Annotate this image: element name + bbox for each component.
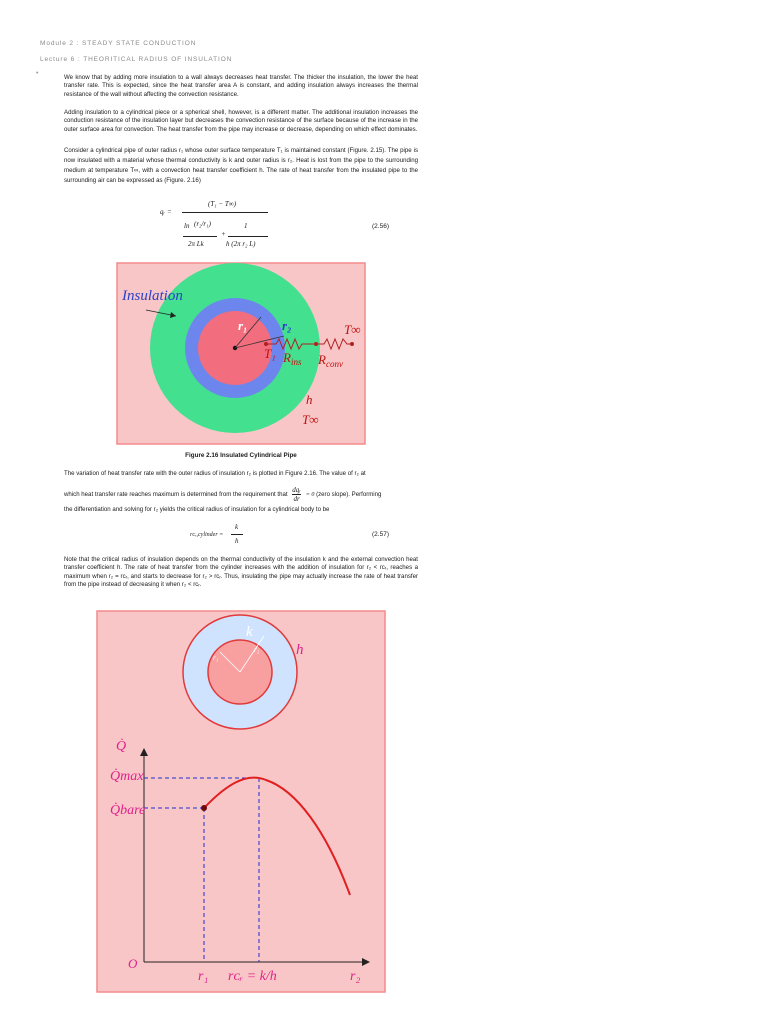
small-r1-label: r₁ (213, 654, 219, 662)
rconv-label: $R_{conv}$ (318, 352, 343, 369)
rcr-h: h (235, 537, 239, 545)
r2-label: r₂ (282, 318, 292, 333)
tinf-label-bottom: T∞ (302, 412, 319, 427)
paragraph-4-line-3: the differentiation and solving for r₂ yields the critical radius of insulation for a cylindrical body to be (64, 506, 330, 513)
paragraph-3: Consider a cylindrical pipe of outer radius r₁ whose outer surface temperature T₁ is maintained constant (Figure. 2.15). The pipe is now insulated with a material whose thermal conductivity is k and outer radius is r₂. Heat is lost from the pipe to the surrounding medium at temperature T∞, with a convection heat transfer coefficient h. The rate of heat transfer from the insulated pipe to the surrounding air can be expressed as (Figure. 2.16) (64, 147, 418, 184)
eq-lhs: qᵣ = (160, 208, 172, 216)
eq-plus: + (221, 230, 226, 238)
eq-sub-bar-2 (228, 236, 268, 237)
node-mid (314, 342, 318, 346)
eq-ln: ln (184, 222, 190, 230)
lecture-header: Lecture 6 : THEORITICAL RADIUS OF INSULATION (40, 56, 233, 63)
dq-dr-fraction (292, 486, 301, 503)
rcr-k: k (235, 523, 239, 531)
node-tinf (350, 342, 354, 346)
y-axis-label: Q̇ (116, 739, 127, 754)
dq-numerator: dqᵣ (292, 486, 301, 494)
rcr-lhs: rᴄᵣ,cylinder = (190, 532, 224, 538)
insulation-label: Insulation (122, 288, 183, 304)
eq-sub-bar-1 (183, 236, 217, 237)
eq-r2r1: (r₂/r₁) (194, 220, 211, 228)
origin-label: O (128, 956, 138, 971)
paragraph-5: Note that the critical radius of insulation depends on the thermal conductivity of the insulation k and the external convection heat transfer coefficient h. The rate of heat transfer from the cylinder increases with the addition of insulation for r₂ < rᴄᵣ, reaches a maximum when r₂ = rᴄᵣ, and starts to decrease for r₂ > rᴄᵣ. Thus, insulating the pipe may actually increase the rate of heat transfer from the pipe instead of decreasing it when r₂ < rᴄᵣ. (64, 556, 418, 588)
small-r2-label: r₂ (254, 646, 260, 654)
rcr-fraction-bar (231, 534, 243, 535)
figure-caption: Figure 2.16 Insulated Cylindrical Pipe (185, 452, 297, 459)
qbare-label: Q̇bare (110, 803, 146, 818)
eq-one: 1 (244, 222, 248, 230)
eq-zero: = 0 (305, 492, 315, 499)
insulated-pipe-figure (116, 262, 366, 445)
eq-2-56-number: (2.56) (372, 223, 389, 230)
eq-numerator: (T₁ − T∞) (208, 200, 237, 208)
qmax-label: Q̇max (110, 769, 144, 784)
eq-2-57-number: (2.57) (372, 531, 389, 538)
bullet-marker: • (36, 70, 39, 77)
tinf-label-right: T∞ (344, 322, 361, 337)
rins-label: $R_{ins}$ (283, 350, 302, 367)
eq-den2: h (2π r₂ L) (226, 240, 256, 248)
module-header: Module 2 : STEADY STATE CONDUCTION (40, 40, 197, 47)
paragraph-1: We know that by adding more insulation to a wall always decreases heat transfer. The thicker the insulation, the lower the heat transfer rate. This is expected, since the heat transfer area A is constant, and adding insulation always increases the thermal resistance of the wall without affecting the convection resistance. (64, 74, 418, 98)
paragraph-4-line-1: The variation of heat transfer rate with the outer radius of insulation r₂ is plotted in Figure 2.16. The value of r₂ at (64, 470, 366, 477)
eq-fraction-bar (182, 212, 268, 213)
eq-den1: 2π Lk (188, 240, 204, 248)
t1-label: T₁ (264, 346, 276, 361)
small-h-label: h (296, 642, 304, 658)
r1-label: r₁ (238, 318, 248, 333)
x-rcr-label: rᴄᵣ = k/h (228, 969, 277, 984)
h-label: h (306, 392, 313, 407)
x-r2-label: r₂ (350, 969, 361, 984)
paragraph-4-text-b: which heat transfer rate reaches maximum is determined from the requirement that (64, 491, 288, 499)
curve-start-dot (201, 805, 207, 811)
small-k-label: k (246, 624, 253, 640)
dr-denominator: dr (293, 495, 300, 503)
paragraph-2: Adding insulation to a cylindrical piece or a spherical shell, however, is a different matter. The additional insulation increases the conduction resistance of the insulation layer but decreases the convection resistance of the surface because of the increase in the outer surface area for convection. The heat transfer from the pipe may increase or decrease, depending on which effect dominates. (64, 109, 418, 133)
x-r1-label: r₁ (198, 969, 209, 984)
paragraph-4-line-2 (64, 486, 418, 503)
paragraph-4-text-c: (zero slope). Performing (316, 491, 382, 499)
critical-radius-figure (96, 610, 386, 993)
